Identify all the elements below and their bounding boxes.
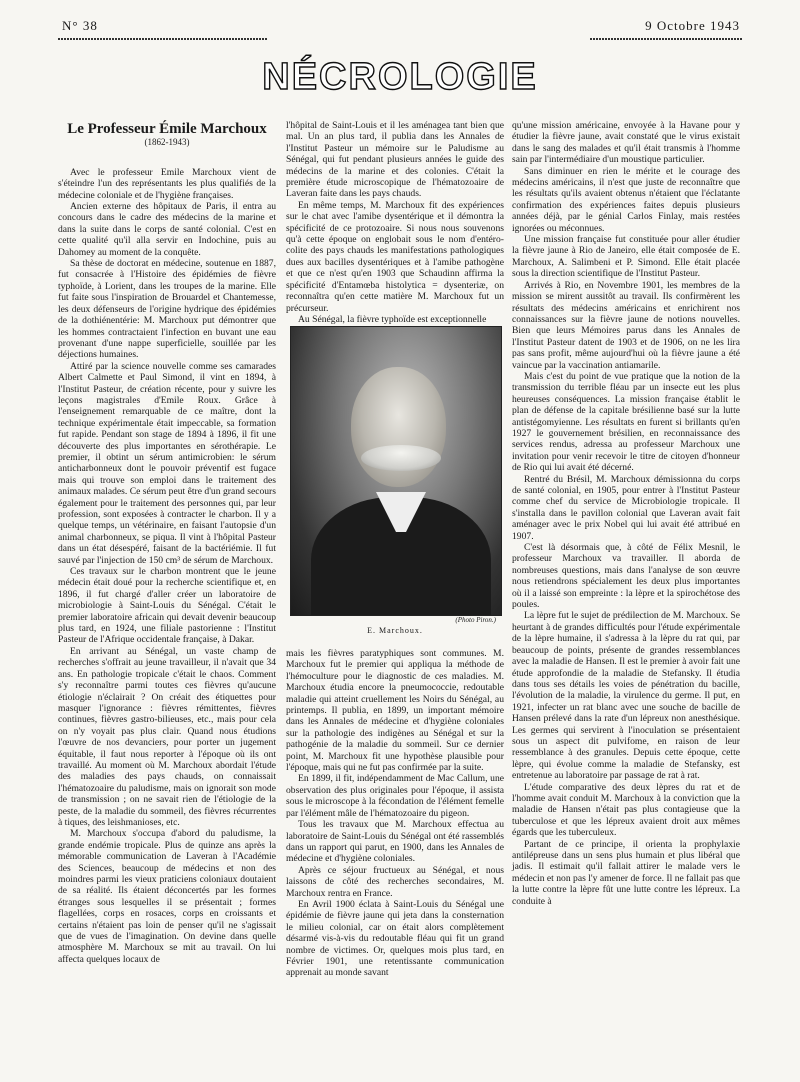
paragraph: mais les fièvres paratyphiques sont communes. M. Marchoux fut le premier qui appliqua la méthode de l'hémoculture pour le diagnostic de ces maladies. M. Marchoux étudia encore la pneumococcie, redoutable maladie qui atteint cruellement les Noirs du Sénégal, au printemps. Il publia, en 1899, un important mémoire dans les Annales de médecine et d'hygiène coloniales sur la pathologie des indigènes au Sénégal et sur la pathogénie de la maladie du sommeil. Sur ce dernier point, M. Marchoux fit une hypothèse plausible pour l'époque, mais qui ne fut pas confirmée par la suite. xyxy=(286,648,504,774)
paragraph: Une mission française fut constituée pour aller étudier la fièvre jaune à Rio de Janeiro, elle était composée de E. Marchoux, A. Salimbeni et P. Simond. Elle était placée sous la direction scientifique de l'Institut Pasteur. xyxy=(512,234,740,280)
paragraph: En Avril 1900 éclata à Saint-Louis du Sénégal une épidémie de fièvre jaune qui jeta dans la consternation le milieu colonial, car on était alors complètement désarmé vis-à-vis du redoutable fléau qui fit un grand nombre de victimes. Or, quelques mois plus tard, en Février 1901, une retentissante communication apprenait au monde savant xyxy=(286,898,504,979)
paragraph: qu'une mission américaine, envoyée à la Havane pour y étudier la fièvre jaune, avait constaté que le virus existait dans le sang des malades et qu'il était transmis à l'homme sain par l'intermédiaire d'un moustique particulier. xyxy=(512,120,740,166)
section-title: NÉCROLOGIE xyxy=(262,56,538,98)
paragraph: Sans diminuer en rien le mérite et le courage des médecins américains, il n'est que juste de reconnaître que les résultats qu'ils avaient obtenus n'étaient que l'éclatante confirmation des expériences faites depuis plusieurs années déjà, par le génial Carlos Finlay, mais restées ignorées ou méconnues. xyxy=(512,165,740,234)
paragraph: En 1899, il fit, indépendamment de Mac Callum, une observation des plus originales pour l'époque, il assista sous le microscope à la fécondation de l'élément femelle par l'élément mâle de l'hématozoaire du pigeon. xyxy=(286,773,504,819)
paragraph: Attiré par la science nouvelle comme ses camarades Albert Calmette et Paul Simond, il vint en 1894, à l'Institut Pasteur, de création récente, pour y suivre les leçons magistrales d'Emile Roux. Grâce à l'enseignement remarquable de ce maître, dont la technique expérimentale était impeccable, sa formation fut rapide. Pendant son stage de 1894 à 1896, il fit une découverte des plus importantes en sérothérapie. Le premier, il obtint un sérum antimicrobien: le sérum anticharbonneux dont le pouvoir préventif est fugace mais qui trouve son emploi dans le traitement des animaux malades. Ce sérum peut être d'un grand secours également pour le traitement des personnes qui, par leur profession, sont exposées à contracter le charbon. Il y a quelque temps, un vétérinaire, en faisant l'autopsie d'un animal charbonneux, se piqua. Il vint à l'hôpital Pasteur dans un état désespéré, faisant de la bactériémie. Il fut sauvé par l'injection de 150 cm³ de sérum de Marchoux. xyxy=(58,360,276,566)
paragraph: En même temps, M. Marchoux fit des expériences sur le chat avec l'amibe dysentérique et il démontra la spécificité de ce protozoaire. Si nous nous souvenons qu'à cette époque on englobait sous le nom d'entéro-colite des pays chauds les manifestations pathologiques dues aux bacilles dysentériques et à l'amibe pathogène et que ce n'est qu'en 1903 que Schaudinn affirma la spécificité d'Entamœba histolytica = dysenteriæ, on reconnaîtra qu'en cette matière M. Marchoux fut un précurseur. xyxy=(286,199,504,314)
column-1 xyxy=(58,120,276,965)
issue-number: N° 38 xyxy=(62,18,98,33)
header-rule-right xyxy=(590,38,742,40)
paragraph: Tous les travaux que M. Marchoux effectua au laboratoire de Saint-Louis du Sénégal ont été rassemblés dans un rapport qui parut, en 1900, dans les Annales de médecine et d'hygiène coloniales. xyxy=(286,819,504,865)
paragraph: Partant de ce principe, il orienta la prophylaxie antilépreuse dans un sens plus humain et plus libéral que jadis. Il estimait qu'il fallait attirer le malade vers le médecin et non pas l'y amener de force. Il ne fallait pas que la lutte contre la lèpre fût une lutte contre les lépreux. La conduite à xyxy=(512,838,740,907)
paragraph: L'étude comparative des deux lèpres du rat et de l'homme avait conduit M. Marchoux à la conviction que la maladie de Hansen n'était pas plus contagieuse que la tuberculose et que les lépreux avaient droit aux mêmes égards que les tuberculeux. xyxy=(512,781,740,839)
article-title: Le Professeur Émile Marchoux xyxy=(67,121,267,137)
paragraph: C'est là désormais que, à côté de Félix Mesnil, le professeur Marchoux va travailler. Il aborda de nombreuses questions, mais dans l'analyse de son œuvre nous retiendrons spécialement les deux plus importantes où il a laissé son empreinte : la lèpre et la spirochétose des poules. xyxy=(512,542,740,611)
paragraph: l'hôpital de Saint-Louis et il les aménagea tant bien que mal. Un an plus tard, il publia dans les Annales de l'Institut Pasteur un mémoire sur le Paludisme au Sénégal, qui fut pendant plusieurs années le guide des médecins de la marine et des colonies. C'était la première étude microscopique de l'hématozoaire de Laveran faite dans les pays chauds. xyxy=(286,120,504,200)
paragraph: Ces travaux sur le charbon montrent que le jeune médecin était doué pour la recherche scientifique et, en 1896, il fut chargé d'aller créer un laboratoire de microbiologie à Saint-Louis du Sénégal. C'était le premier laboratoire africain qui devait devenir beaucoup plus tard, en 1924, une filiale pastorienne : l'Institut Pasteur de l'Afrique occidentale française, à Dakar. xyxy=(58,566,276,646)
column-2-bottom xyxy=(286,648,504,979)
article-dates: (1862-1943) xyxy=(144,137,190,148)
paragraph: Avec le professeur Emile Marchoux vient de s'éteindre l'un des représentants les plus qualifiés de la médecine coloniale et de l'hygiène françaises. xyxy=(58,166,276,201)
paragraph: Arrivés à Rio, en Novembre 1901, les membres de la mission se mirent aussitôt au travail. Ils confirmèrent les résultats des médecins américains et enrichirent nos connaissances sur la fièvre jaune de notions nouvelles. Bien que leurs Mémoires parus dans les Annales de l'Institut Pasteur datent de 1903 et de 1906, on ne les lira pas sans profit, même aujourd'hui où la fièvre jaune a été vaincue par la vaccination antiamarile. xyxy=(512,279,740,371)
column-2-top xyxy=(286,120,504,325)
photo-credit: (Photo Piron.) xyxy=(455,616,496,624)
paragraph: Rentré du Brésil, M. Marchoux démissionna du corps de santé colonial, en 1905, pour entrer à l'Institut Pasteur comme chef du service de Microbiologie tropicale. Il s'installa dans le pavillon colonial que Laveran avait fait aménager avec le prix Nobel qui lui avait été attribué en 1907. xyxy=(512,473,740,542)
paragraph: Ancien externe des hôpitaux de Paris, il entra au concours dans le cadre des médecins de la marine et dans la suite dans le corps de santé colonial. C'est en cette qualité qu'il alla servir en Indochine, puis au Dahomey au moment de la conquête. xyxy=(58,201,276,258)
paragraph: Après ce séjour fructueux au Sénégal, et nous laissons de côté des recherches secondaires, M. Marchoux rentra en France. xyxy=(286,864,504,899)
paragraph: En arrivant au Sénégal, un vaste champ de recherches s'offrait au jeune travailleur, il n'avait que 34 ans. En pathologie tropicale c'était le chaos. Comment s'y reconnaître parmi toutes ces fièvres qu'aucune étiologie n'éclairait ? On créait des étiquettes pour masquer l'ignorance : fièvres rémittentes, fièvres continues, fièvres gastro-bilieuses, etc., mais pour cela on n'y voyait pas plus clair. Quand nous étudions l'œuvre de nos devanciers, pour porter un jugement équitable, il faut nous reporter à l'époque où ils ont travaillé. Au moment où M. Marchoux abordait l'étude des maladies des pays chauds, on connaissait l'hématozoaire du paludisme, mais on ignorait son mode de transmission ; on ne savait rien de l'étiologie de la peste, de la maladie du sommeil, des fièvres récurrentes à tiques, des leishmanioses, etc. xyxy=(58,645,276,828)
header-rule-left xyxy=(58,38,268,40)
portrait-figure xyxy=(290,326,500,635)
paragraph: Au Sénégal, la fièvre typhoïde est exceptionnelle xyxy=(298,313,487,325)
portrait-mustache xyxy=(361,445,441,471)
column-3 xyxy=(512,120,740,907)
paragraph: La lèpre fut le sujet de prédilection de M. Marchoux. Se heurtant à de grandes difficultés pour l'étude expérimentale de la lèpre humaine, il s'adressa à la lèpre du rat qui, par beaucoup de points, présente de grandes ressemblances avec la maladie de Hansen. Il est le premier à avoir fait une étude approfondie de la maladie de Stefansky. Il étudia dans tous ses détails les voies de pénétration du bacille, l'évolution de la maladie, la virulence du germe. Il put, en 1921, infecter un rat blanc avec une souche de bacille de Hansen prélevé dans la rate d'un lépreux non anesthésique. Les germes qui servirent à l'inoculation se présentaient sous un aspect dit pulvifome, en raison de leur ressemblance à des granules. Depuis cette époque, cette lèpre, qui évolue comme la maladie de Stefansky, est entretenue au laboratoire par passage de rat à rat. xyxy=(512,610,740,782)
paragraph: Mais c'est du point de vue pratique que la notion de la transmission du terrible fléau par un insecte eut les plus heureuses conséquences. La mission française établit le plan de défense de la capitale brésilienne basé sur la lutte antistégomyienne. Les résultats en furent si brillants qu'en 1927 le gouvernement brésilien, en reconnaissance des services rendus, adressa au professeur Marchoux une invitation pour venir recevoir le titre de citoyen d'honneur de Rio qui lui avait été décerné. xyxy=(512,370,740,474)
photo-caption: E. Marchoux. xyxy=(367,626,423,635)
paragraph: Sa thèse de doctorat en médecine, soutenue en 1887, fut consacrée à l'Histoire des épidémies de fièvre typhoïde, à Lorient, dans les troupes de la marine. Elle fut faite sous l'inspiration de Brouardel et Chantemesse, les deux défenseurs de l'origine hydrique des épidémies de la dothiénentérie: M. Marchoux put démontrer que les hommes contractaient l'infection en buvant une eau provenant d'une nappe superficielle, souillée par les déjections humaines. xyxy=(58,258,276,361)
portrait-photo xyxy=(290,326,502,616)
paragraph: M. Marchoux s'occupa d'abord du paludisme, la grande endémie tropicale. Plus de quinze ans après la mémorable communication de Laveran à l'Académie des Sciences, beaucoup de médecins et non des moindres parmi les vieux praticiens coloniaux doutaient de sa réalité. Ils étaient déconcertés par les formes étranges sous lesquelles il se présentait ; formes flagellées, corps en rosaces, corps en croissants et certains n'étaient pas loin de penser qu'il ne s'agissait que de vues de l'imagination. On devine dans quelle atmosphère M. Marchoux se mit au travail. On lui affecta quelques locaux de xyxy=(58,828,276,965)
issue-date: 9 Octobre 1943 xyxy=(645,18,740,33)
